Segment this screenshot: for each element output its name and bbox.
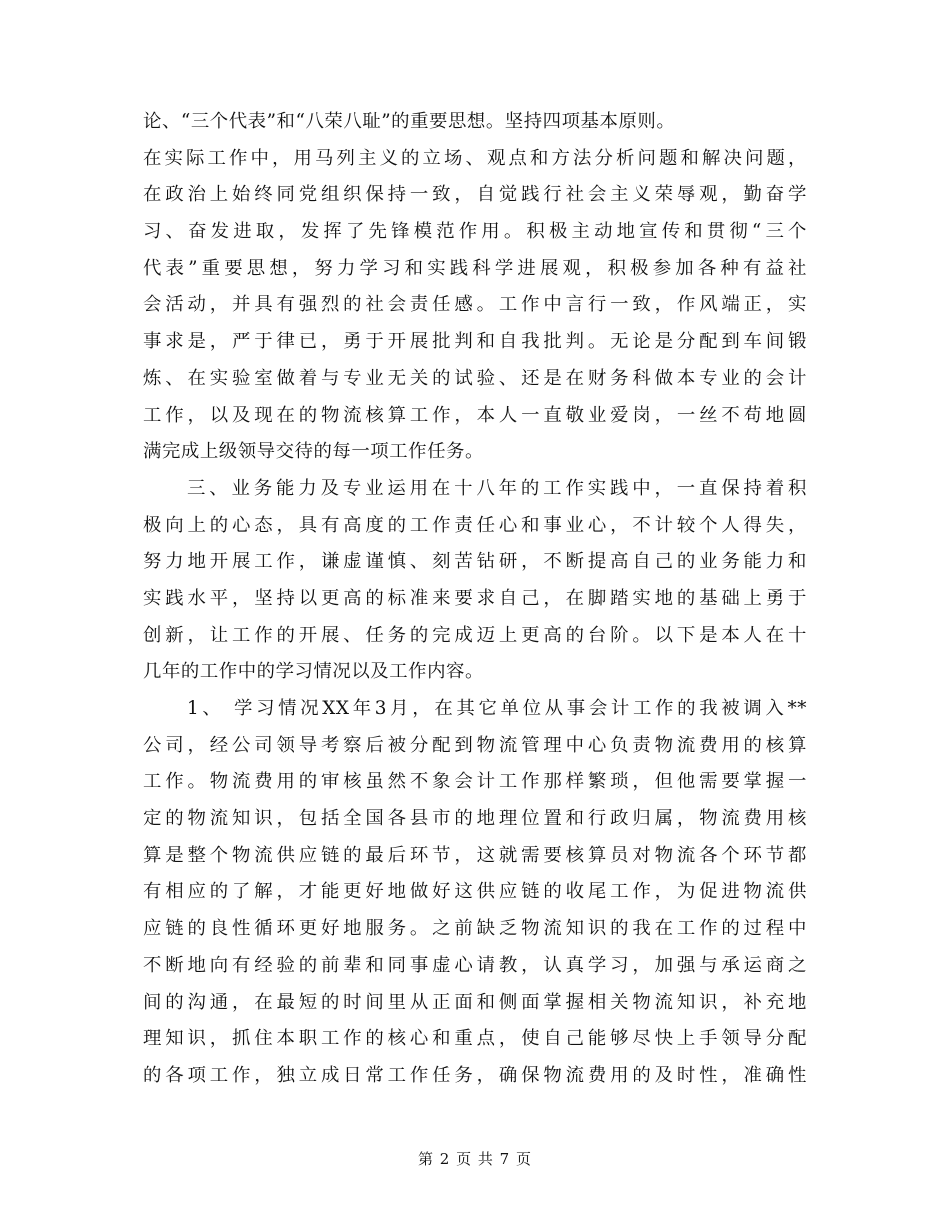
text-line: 不断地向有经验的前辈和同事虚心请教，认真学习，加强与承运商之 [143, 954, 807, 976]
text-line: 工作，以及现在的物流核算工作，本人一直敬业爱岗，一丝不苟地圆 [143, 404, 807, 426]
text-line: 习、奋发进取，发挥了先锋模范作用。积极主动地宣传和贯彻“三个 [143, 221, 807, 243]
text-line: 1、 学习情况XX年3月，在其它单位从事会计工作的我被调入** [187, 698, 807, 719]
text-line: 应链的良性循环更好地服务。之前缺乏物流知识的我在工作的过程中 [143, 918, 807, 940]
text-line: 极向上的心态，具有高度的工作责任心和事业心，不计较个人得失， [143, 514, 807, 536]
text-line: 努力地开展工作，谦虚谨慎、刻苦钻研，不断提高自己的业务能力和 [143, 551, 807, 573]
text-line: 定的物流知识，包括全国各县市的地理位置和行政归属，物流费用核 [143, 808, 807, 830]
text-line: 的各项工作，独立成日常工作任务，确保物流费用的及时性，准确性 [143, 1064, 807, 1086]
text-line: 间的沟通，在最短的时间里从正面和侧面掌握相关物流知识，补充地 [143, 991, 807, 1013]
text-line: 在实际工作中，用马列主义的立场、观点和方法分析问题和解决问题， [143, 147, 807, 169]
text-line: 会活动，并具有强烈的社会责任感。工作中言行一致，作风端正，实 [143, 294, 807, 316]
text-line: 炼、在实验室做着与专业无关的试验、还是在财务科做本专业的会计 [143, 367, 807, 389]
text-line: 三、业务能力及专业运用在十八年的工作实践中，一直保持着积 [187, 477, 807, 499]
text-line: 在政治上始终同党组织保持一致，自觉践行社会主义荣辱观，勤奋学 [143, 184, 807, 206]
text-line: 工作。物流费用的审核虽然不象会计工作那样繁琐，但他需要掌握一 [143, 771, 807, 793]
text-line: 事求是，严于律已，勇于开展批判和自我批判。无论是分配到车间锻 [143, 331, 807, 353]
text-line: 论、“三个代表”和“八荣八耻”的重要思想。坚持四项基本原则。 [143, 111, 676, 132]
text-line: 理知识，抓住本职工作的核心和重点，使自己能够尽快上手领导分配 [143, 1028, 807, 1050]
text-line: 公司，经公司领导考察后被分配到物流管理中心负责物流费用的核算 [143, 734, 807, 756]
text-line: 代表”重要思想，努力学习和实践科学进展观，积极参加各种有益社 [143, 257, 807, 279]
text-line: 算是整个物流供应链的最后环节，这就需要核算员对物流各个环节都 [143, 844, 807, 866]
document-body [143, 104, 807, 1095]
text-line: 几年的工作中的学习情况以及工作内容。 [143, 661, 484, 683]
text-line: 有相应的了解，才能更好地做好这供应链的收尾工作，为促进物流供 [143, 881, 807, 903]
text-line: 实践水平，坚持以更高的标准来要求自己，在脚踏实地的基础上勇于 [143, 587, 807, 609]
page-footer: 第 2 页 共 7 页 [418, 1150, 532, 1168]
text-line: 满完成上级领导交待的每一项工作任务。 [143, 441, 484, 463]
text-line: 创新，让工作的开展、任务的完成迈上更高的台阶。以下是本人在十 [143, 624, 807, 646]
